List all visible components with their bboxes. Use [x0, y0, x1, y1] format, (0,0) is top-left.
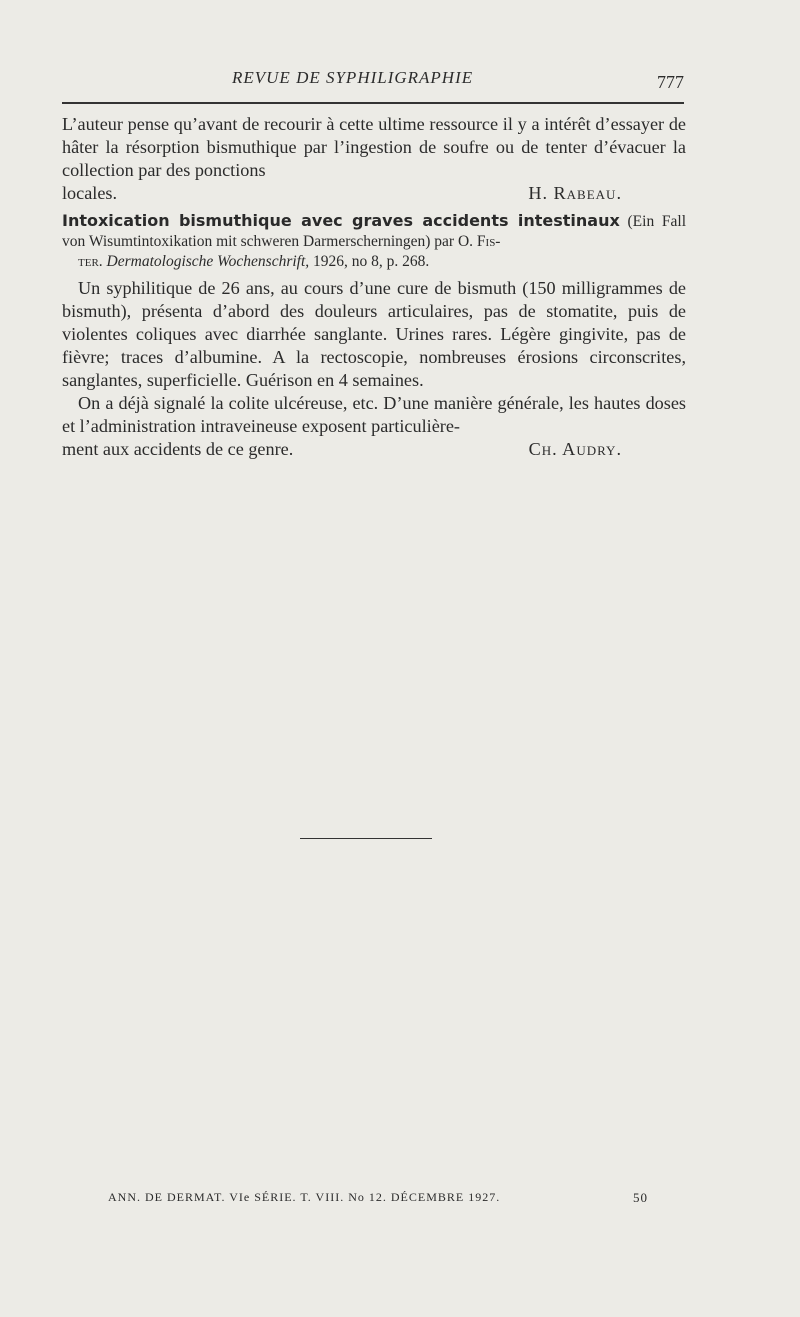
conclusion-paragraph [62, 392, 686, 438]
author-name-part: Fis- [476, 233, 501, 250]
page-number: 777 [657, 72, 684, 92]
signature-line [62, 438, 686, 461]
paragraph-text: On a déjà signalé la colite ulcéreuse, etc. D’une manière générale, les hautes doses et l’administration intraveineuse exposent particulière- [62, 393, 686, 436]
author-signature: H. Rabeau. [528, 183, 622, 203]
article-body [62, 113, 686, 461]
paragraph-text: Un syphilitique de 26 ans, au cours d’une cure de bismuth (150 milligrammes de bismuth), présenta d’abord des douleurs articulaires, pas de stomatite, puis de violentes coliques avec diarrhée sanglante. Urines rares. Légère gingivite, pas de fièvre; traces d’albumine. A la rectoscopie, nombreuses érosions circonscrites, sanglantes, superficielle. Guérison en 4 semaines. [62, 278, 686, 390]
german-title: (Ein Fall von Wisumtintoxikation mit schweren Darmerscherningen) par O. [62, 213, 687, 250]
section-divider [300, 838, 432, 839]
running-title: REVUE DE SYPHILIGRAPHIE [232, 68, 474, 87]
journal-name: Dermatologische Wochenschrift, [106, 253, 310, 270]
author-name-cont: ter. [78, 253, 103, 270]
page-header [62, 64, 684, 98]
last-line: locales. [62, 183, 118, 203]
entry-heading [62, 211, 686, 272]
paragraph-continued [62, 113, 686, 182]
abstract-paragraph [62, 277, 686, 392]
last-line: ment aux accidents de ce genre. [62, 439, 294, 459]
header-rule [62, 102, 684, 104]
abstract-entry [62, 211, 686, 461]
journal-citation: 1926, no 8, p. 268. [313, 253, 430, 270]
paragraph-text: L’auteur pense qu’avant de recourir à cette ultime ressource il y a intérêt d’essayer de hâter la résorption bismuthique par l’ingestion de soufre ou de tenter d’évacuer la collection par des ponctions [62, 114, 686, 180]
entry-title: Intoxication bismuthique avec graves accidents intestinaux [62, 211, 620, 230]
author-signature: Ch. Audry. [528, 439, 622, 459]
sheet-number: 50 [633, 1190, 648, 1205]
signature-line [62, 182, 686, 205]
footer-citation: ANN. DE DERMAT. VIe SÉRIE. T. VIII. No 12. DÉCEMBRE 1927. [108, 1190, 501, 1204]
